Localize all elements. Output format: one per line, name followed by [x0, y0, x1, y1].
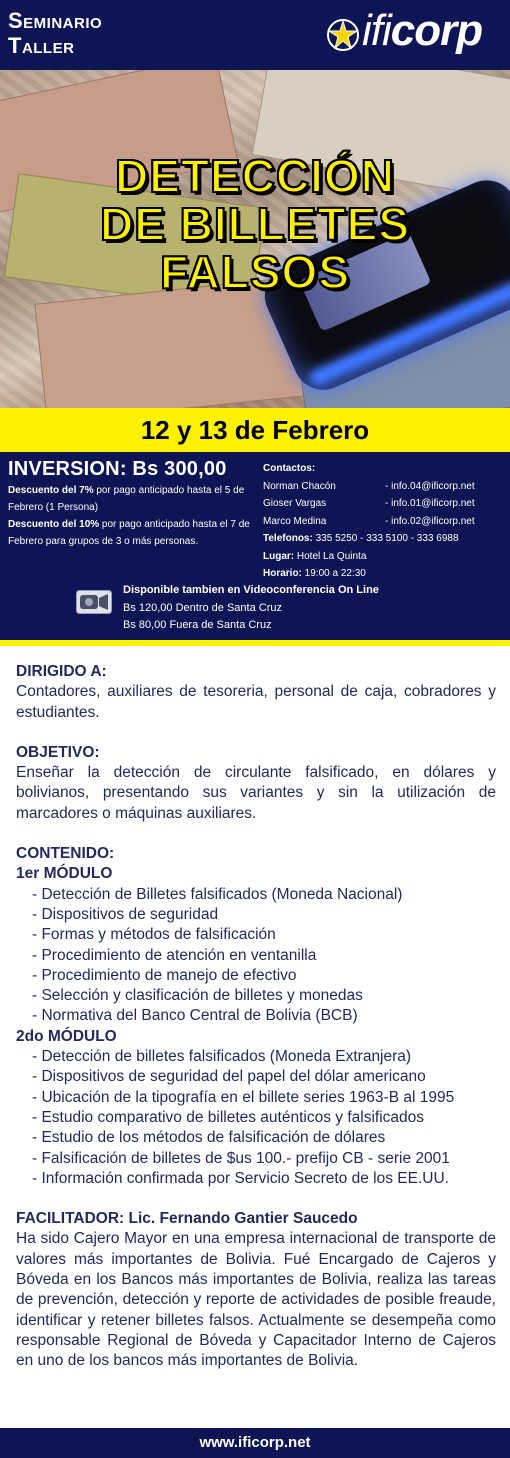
videoconference-price-out: Bs 80,00 Fuera de Santa Cruz	[123, 619, 272, 631]
hero-title	[0, 152, 510, 296]
module-1-title: 1er MÓDULO	[16, 865, 113, 883]
kicker-line-2: Taller	[8, 33, 75, 58]
dirigido-title: DIRIGIDO A:	[16, 663, 107, 680]
divider	[0, 640, 510, 646]
dirigido-text: Contadores, auxiliares de tesoreria, personal de caja, cobradores y estudiantes.	[16, 683, 496, 721]
list-item: - Dispositivos de seguridad	[32, 905, 219, 923]
contact-name: Marco Medina	[263, 515, 327, 527]
contacts-label: Contactos:	[263, 463, 316, 474]
logo-wordmark: ificorp	[362, 6, 483, 55]
header-bar	[0, 0, 510, 70]
hero-title-line-2: DE BILLETES	[99, 198, 411, 250]
videoconference-title: Disponible tambien en Videoconferencia On Line	[123, 584, 379, 596]
star-emblem-icon	[326, 18, 360, 52]
hero-title-line-3: FALSOS	[159, 246, 351, 298]
kicker-line-1: Seminario	[8, 8, 103, 33]
facilitador-title: FACILITADOR: Lic. Fernando Gantier Saucedo	[16, 1210, 358, 1228]
footer	[0, 1428, 510, 1458]
contact-row	[263, 513, 503, 531]
list-item: - Procedimiento de atención en ventanilla	[32, 946, 317, 964]
contact-name: Gioser Vargas	[263, 498, 327, 509]
venue: Lugar: Hotel La Quinta	[263, 550, 367, 562]
price: INVERSION: Bs 300,00	[8, 458, 227, 480]
ificorp-logo	[326, 6, 502, 62]
hero-title-line-1: DETECCIÓN	[115, 150, 395, 202]
videoconference-info	[123, 582, 379, 635]
contact-email[interactable]: - info.01@ificorp.net	[385, 498, 475, 509]
discount-10: Descuento del 10% por pago anticipado hasta el 7 de Febrero para grupos de 3 o más personas.	[8, 519, 250, 547]
list-item: - Normativa del Banco Central de Bolivia (BCB)	[32, 1007, 358, 1025]
schedule: Horario: 19:00 a 22:30	[263, 568, 366, 579]
seminar-details	[16, 662, 496, 1372]
list-item: - Información confirmada por Servicio Secreto de los EE.UU.	[32, 1169, 449, 1187]
website-link[interactable]: www.ificorp.net	[199, 1434, 311, 1451]
event-type	[8, 8, 102, 58]
discounts	[8, 482, 254, 550]
contact-name: Norman Chacón	[263, 480, 336, 492]
module-2-title: 2do MÓDULO	[16, 1027, 117, 1045]
info-panel	[0, 452, 510, 640]
objetivo-title: OBJETIVO:	[16, 743, 100, 761]
list-item: - Dispositivos de seguridad del papel del dólar americano	[32, 1068, 426, 1086]
list-item: - Estudio de los métodos de falsificación de dólares	[32, 1129, 386, 1147]
date-bar	[0, 408, 510, 452]
phones: Telefonos: 335 5250 - 333 5100 - 333 6988	[263, 533, 459, 544]
list-item: - Estudio comparativo de billetes auténticos y falsificados	[32, 1108, 425, 1126]
list-item: - Formas y métodos de falsificación	[32, 926, 276, 944]
objetivo-text: Enseñar la detección de circulante falsificado, en dólares y bolivianos, presentando sus variantes y sin la utilización de marcadores o máquinas auxiliares.	[16, 764, 496, 822]
hero-banner	[0, 70, 510, 408]
list-item: - Falsificación de billetes de $us 100.- prefijo CB - serie 2001	[32, 1149, 450, 1167]
facilitador-text: Ha sido Cajero Mayor en una empresa internacional de transporte de valores más importantes de Bolivia. Fué Encargado de Cajeros y Bóveda en los Bancos más importantes de Bolivia, realiza las tareas de prevención, detección y reporte de actividades de posible freaude, identificar y retener billetes falsos. Actualmente se desempeña como responsable Regional de Bóveda y Capacitador Interno de Cajeros en uno de los bancos más importantes de Bolivia.	[16, 1230, 496, 1370]
contact-email[interactable]: - info.02@ificorp.net	[385, 515, 475, 527]
contacts	[263, 460, 503, 583]
contact-row	[263, 478, 503, 496]
contenido-title: CONTENIDO:	[16, 845, 115, 863]
video-camera-icon	[76, 590, 112, 614]
contact-row	[263, 495, 503, 513]
list-item: - Procedimiento de manejo de efectivo	[32, 966, 297, 984]
list-item: - Detección de Billetes falsificados (Moneda Nacional)	[32, 885, 403, 903]
list-item: - Selección y clasificación de billetes y monedas	[32, 987, 363, 1005]
discount-7: Descuento del 7% por pago anticipado hasta el 5 de Febrero (1 Persona)	[8, 485, 245, 513]
list-item: - Ubicación de la tipografía en el billete series 1963-B al 1995	[32, 1088, 455, 1106]
event-date: 12 y 13 de Febrero	[140, 415, 370, 445]
list-item: - Detección de billetes falsificados (Moneda Extranjera)	[32, 1048, 412, 1066]
videoconference-price-in: Bs 120,00 Dentro de Santa Cruz	[123, 601, 282, 614]
contact-email[interactable]: - info.04@ificorp.net	[385, 480, 475, 492]
